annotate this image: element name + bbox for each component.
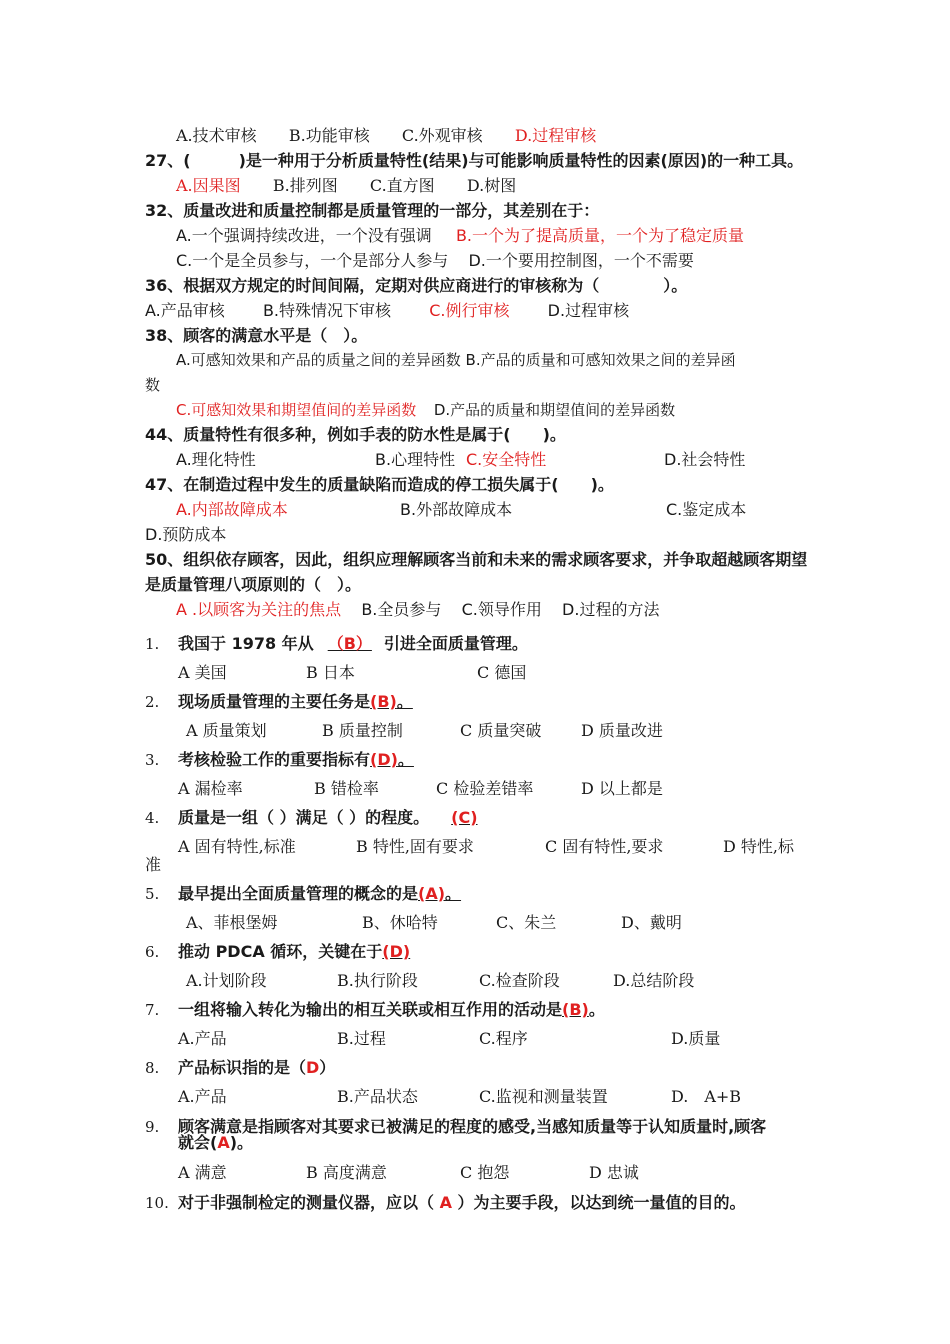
question-number: 3. (145, 751, 160, 769)
answer: (C) (451, 808, 478, 827)
q32-stem: 32、质量改进和质量控制都是质量管理的一部分，其差别在于： (145, 201, 600, 220)
option-a: A.产品 (178, 1087, 227, 1106)
option-a: A.一个强调持续改进，一个没有强调 (176, 226, 432, 245)
question-6-stem (178, 942, 410, 962)
option-d: D 忠诚 (589, 1163, 639, 1182)
option-c: C.一个是全员参与，一个是部分人参与 (176, 251, 449, 270)
stem-tail: ） (319, 1058, 336, 1077)
option-d: D、戴明 (621, 913, 682, 932)
option-b: B.排列图 (272, 176, 338, 195)
option-d: D.社会特性 (664, 450, 746, 469)
option-a-answer: A.内部故障成本 (176, 500, 288, 519)
answer: （B） (327, 634, 372, 653)
option-a: A.产品 (178, 1029, 227, 1048)
stem-text: 考核检验工作的重要指标有 (178, 750, 371, 769)
option-c: C.领导作用 (461, 600, 542, 619)
option-c-answer: C.例行审核 (429, 301, 510, 320)
question-1-stem (178, 634, 528, 654)
option-d: D.过程审核 (547, 301, 630, 320)
option-c: C.监视和测量装置 (479, 1087, 608, 1106)
answer: (D) (370, 750, 398, 769)
option-c: C、朱兰 (496, 913, 557, 932)
option-d: D.质量 (671, 1029, 721, 1048)
answer: A (217, 1133, 230, 1152)
stem-text: 推动 PDCA 循环，关键在于 (178, 942, 383, 961)
stem-text: 就会( (178, 1133, 218, 1152)
stem-tail: ）为主要手段，以达到统一量值的目的。 (457, 1193, 746, 1212)
option-a: A.产品审核 (145, 301, 225, 320)
q50-stem-line1: 50、组织依存顾客，因此，组织应理解顾客当前和未来的需求顾客要求，并争取超越顾客期望 (145, 550, 808, 569)
q38-options-wrap: 数 (145, 376, 161, 394)
option-b: B 错检率 (314, 779, 379, 798)
question-number: 7. (145, 1001, 160, 1019)
option-d: D.树图 (466, 176, 517, 195)
option-b: B 质量控制 (322, 721, 403, 740)
q27-options (176, 176, 516, 196)
option-a-answer: A .以顾客为关注的焦点 (176, 600, 342, 619)
option-a: A 美国 (178, 663, 227, 682)
question-number: 1. (145, 635, 160, 653)
question-number: 4. (145, 809, 160, 827)
option-a: A 质量策划 (186, 721, 267, 740)
option-b: B.产品状态 (337, 1087, 418, 1106)
option-d: D.总结阶段 (613, 971, 695, 990)
option-d: D.过程的方法 (562, 600, 660, 619)
option-c: C 抱怨 (460, 1163, 510, 1182)
stem-tail: 引进全面质量管理。 (383, 634, 528, 653)
question-4-stem (178, 808, 484, 828)
option-c: C 德国 (477, 663, 527, 682)
stem-text: 最早提出全面质量管理的概念的是 (178, 884, 419, 903)
option-b: B、休哈特 (362, 913, 438, 932)
option-a-answer: A.因果图 (176, 176, 241, 195)
q44-stem: 44、质量特性有很多种，例如手表的防水性是属于( )。 (145, 425, 566, 444)
question-3-stem (178, 750, 424, 770)
option-c: C 检验差错率 (436, 779, 534, 798)
q47-option-d: D.预防成本 (145, 525, 227, 544)
option-c: C.直方图 (369, 176, 435, 195)
question-7-stem (178, 1000, 605, 1020)
question-9-stem: 顾客满意是指顾客对其要求已被满足的程度的感受,当感知质量等于认知质量时,顾客 (178, 1117, 767, 1136)
q32-options-row1 (176, 226, 744, 246)
q47-stem: 47、在制造过程中发生的质量缺陷而造成的停工损失属于( )。 (145, 475, 614, 494)
option-d: D 质量改进 (581, 721, 663, 740)
option-c: C.外观审核 (401, 126, 483, 145)
option-c: C.检查阶段 (479, 971, 560, 990)
option-a: A.计划阶段 (186, 971, 267, 990)
option-b: B 特性,固有要求 (356, 837, 474, 856)
question-2-stem (178, 692, 423, 712)
option-c: C 质量突破 (460, 721, 542, 740)
option-a: A 漏检率 (178, 779, 243, 798)
stem-text: 我国于 1978 年从 (178, 634, 314, 653)
option-c: C.鉴定成本 (666, 500, 747, 519)
option-a: A 固有特性,标准 (178, 837, 296, 856)
question-10-stem (178, 1193, 746, 1213)
stem-text: 质量是一组（ ）满足（ ）的程度。 (178, 808, 430, 827)
option-b: B.过程 (337, 1029, 386, 1048)
q50-options (176, 600, 659, 620)
question-number: 2. (145, 693, 160, 711)
stem-text: 现场质量管理的主要任务是 (178, 692, 371, 711)
option-c: C 固有特性,要求 (545, 837, 664, 856)
option-b: B.心理特性 (375, 450, 456, 469)
stem-tail: )。 (229, 1133, 254, 1152)
question-4-wrap: 准 (145, 855, 162, 874)
option-d: D.产品的质量和期望值间的差异函数 (433, 401, 676, 419)
stem-text: 产品标识指的是（ (178, 1058, 307, 1077)
answer: A (434, 1193, 458, 1212)
answer: D (306, 1058, 320, 1077)
answer: (B) (562, 1000, 589, 1019)
answer: (D) (382, 942, 411, 961)
q27-stem: 27、( )是一种用于分析质量特性(结果)与可能影响质量特性的因素(原因)的一种工具。 (145, 151, 804, 170)
option-b: B.功能审核 (288, 126, 370, 145)
option-c: C.程序 (479, 1029, 528, 1048)
question-number: 8. (145, 1059, 160, 1077)
stem-text: 一组将输入转化为输出的相互关联或相互作用的活动是 (178, 1000, 563, 1019)
question-number: 9. (145, 1118, 160, 1136)
option-b-answer: B.一个为了提高质量，一个为了稳定质量 (455, 226, 745, 245)
option-a: A、菲根堡姆 (186, 913, 278, 932)
option-c-answer: C.可感知效果和期望值间的差异函数 (176, 401, 417, 419)
option-b: B.全员参与 (361, 600, 442, 619)
question-5-stem (178, 884, 471, 904)
q50-stem-line2: 是质量管理八项原则的（ ）。 (145, 575, 362, 594)
stem-tail: 。 (445, 884, 462, 903)
option-b: B 高度满意 (306, 1163, 387, 1182)
q32-options-row2 (176, 251, 694, 271)
question-8-stem (178, 1058, 335, 1078)
option-d-answer: D.过程审核 (514, 126, 597, 145)
option-b: B.执行阶段 (337, 971, 418, 990)
q36-stem: 36、根据双方规定的时间间隔，定期对供应商进行的审核称为（ ）。 (145, 276, 688, 295)
stem-text: 对于非强制检定的测量仪器，应以（ (178, 1193, 435, 1212)
q38-stem: 38、顾客的满意水平是（ ）。 (145, 326, 368, 345)
option-d: D.一个要用控制图，一个不需要 (468, 251, 694, 270)
option-b: B.特殊情况下审核 (262, 301, 392, 320)
option-d: D 特性,标 (723, 837, 795, 856)
option-b: B 日本 (306, 663, 355, 682)
option-b: B.外部故障成本 (400, 500, 513, 519)
q38-options-row2 (176, 400, 675, 420)
stem-tail: 。 (396, 692, 413, 711)
answer: (A) (418, 884, 446, 903)
question-9-stem-line2 (178, 1133, 253, 1153)
stem-tail: 。 (397, 750, 414, 769)
q38-options-row1: A.可感知效果和产品的质量之间的差异函数 B.产品的质量和可感知效果之间的差异函 (176, 351, 736, 369)
stem-tail: 。 (588, 1000, 605, 1019)
q26-options (176, 126, 596, 146)
option-a: A.技术审核 (176, 126, 257, 145)
q36-options (145, 301, 629, 321)
option-c-answer: C.安全特性 (466, 450, 547, 469)
question-number: 10. (145, 1194, 169, 1212)
option-a: A.理化特性 (176, 450, 256, 469)
question-number: 6. (145, 943, 160, 961)
option-d: D. A+B (671, 1087, 742, 1106)
option-d: D 以上都是 (581, 779, 663, 798)
question-number: 5. (145, 885, 160, 903)
answer: (B) (370, 692, 397, 711)
option-a: A 满意 (178, 1163, 227, 1182)
